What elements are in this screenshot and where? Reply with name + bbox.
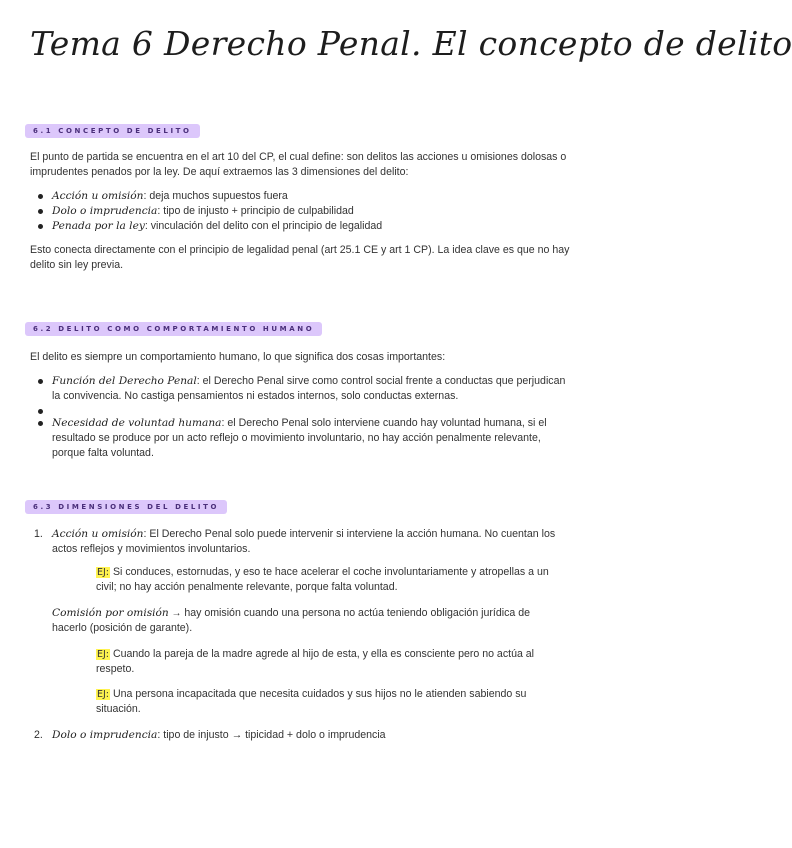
section-6-1-outro: Esto conecta directamente con el principio de legalidad penal (art 25.1 CE y art 1 CP). La idea clave es que no hay delito sin ley previa. bbox=[30, 244, 570, 271]
example-3: EJ: Una persona incapacitada que necesita cuidados y sus hijos no le atienden sabiendo su situación. bbox=[96, 688, 527, 715]
example-tag: EJ: bbox=[97, 649, 110, 660]
bullet-dot-icon bbox=[38, 194, 43, 199]
section-6-2-intro: El delito es siempre un comportamiento humano, lo que significa dos cosas importantes: bbox=[30, 351, 446, 363]
section-badge-6-3: 6.3 DIMENSIONES DEL DELITO bbox=[25, 500, 227, 514]
list-item bbox=[30, 404, 570, 416]
section-badge-6-2: 6.2 DELITO COMO COMPORTAMIENTO HUMANO bbox=[25, 322, 322, 336]
section-6-1-intro: El punto de partida se encuentra en el art 10 del CP, el cual define: son delitos las acciones u omisiones dolosas o imprudentes penados por la ley. De aquí extraemos las 3 dimensiones del delito: bbox=[30, 151, 567, 178]
example-tag: EJ: bbox=[97, 567, 110, 578]
bullet-dot-icon bbox=[38, 379, 43, 384]
bullet-dot-icon bbox=[38, 209, 43, 214]
list-item: Acción u omisión: deja muchos supuestos fuera bbox=[30, 189, 570, 204]
section-6-2-bullets bbox=[30, 374, 570, 461]
section-badge-6-1: 6.1 CONCEPTO DE DELITO bbox=[25, 124, 200, 138]
arrow-right-icon: → bbox=[168, 608, 185, 619]
section-6-1-bullets bbox=[30, 189, 570, 234]
list-item: Necesidad de voluntad humana: el Derecho Penal solo interviene cuando hay voluntad humana, si el resultado se produce por un acto reflejo o movimiento involuntario, no hay acción penalmente relevante, porque falta voluntad. bbox=[30, 416, 570, 461]
bullet-dot-icon bbox=[38, 421, 43, 426]
list-item: Función del Derecho Penal: el Derecho Penal sirve como control social frente a conductas que perjudican la convivencia. No castiga pensamientos ni estados internos, solo conductas externas. bbox=[30, 374, 570, 404]
example-2: EJ: Cuando la pareja de la madre agrede al hijo de esta, y ella es consciente pero no actúa al respeto. bbox=[96, 648, 535, 675]
example-1: EJ: Si conduces, estornudas, y eso te hace acelerar el coche involuntariamente y atropellas a un civil; no hay acción penalmente relevante, porque falta voluntad. bbox=[96, 566, 549, 593]
list-item: Dolo o imprudencia: tipo de injusto + principio de culpabilidad bbox=[30, 204, 570, 219]
comision-por-omision: Comisión por omisión → hay omisión cuando una persona no actúa teniendo obligación jurídica de hacerlo (posición de garante). bbox=[52, 607, 531, 634]
example-tag: EJ: bbox=[97, 689, 110, 700]
page-title: Tema 6 Derecho Penal. El concepto de delito bbox=[30, 24, 792, 63]
bullet-dot-icon bbox=[38, 224, 43, 229]
bullet-dot-icon bbox=[38, 409, 43, 414]
list-item: Penada por la ley: vinculación del delito con el principio de legalidad bbox=[30, 219, 570, 234]
